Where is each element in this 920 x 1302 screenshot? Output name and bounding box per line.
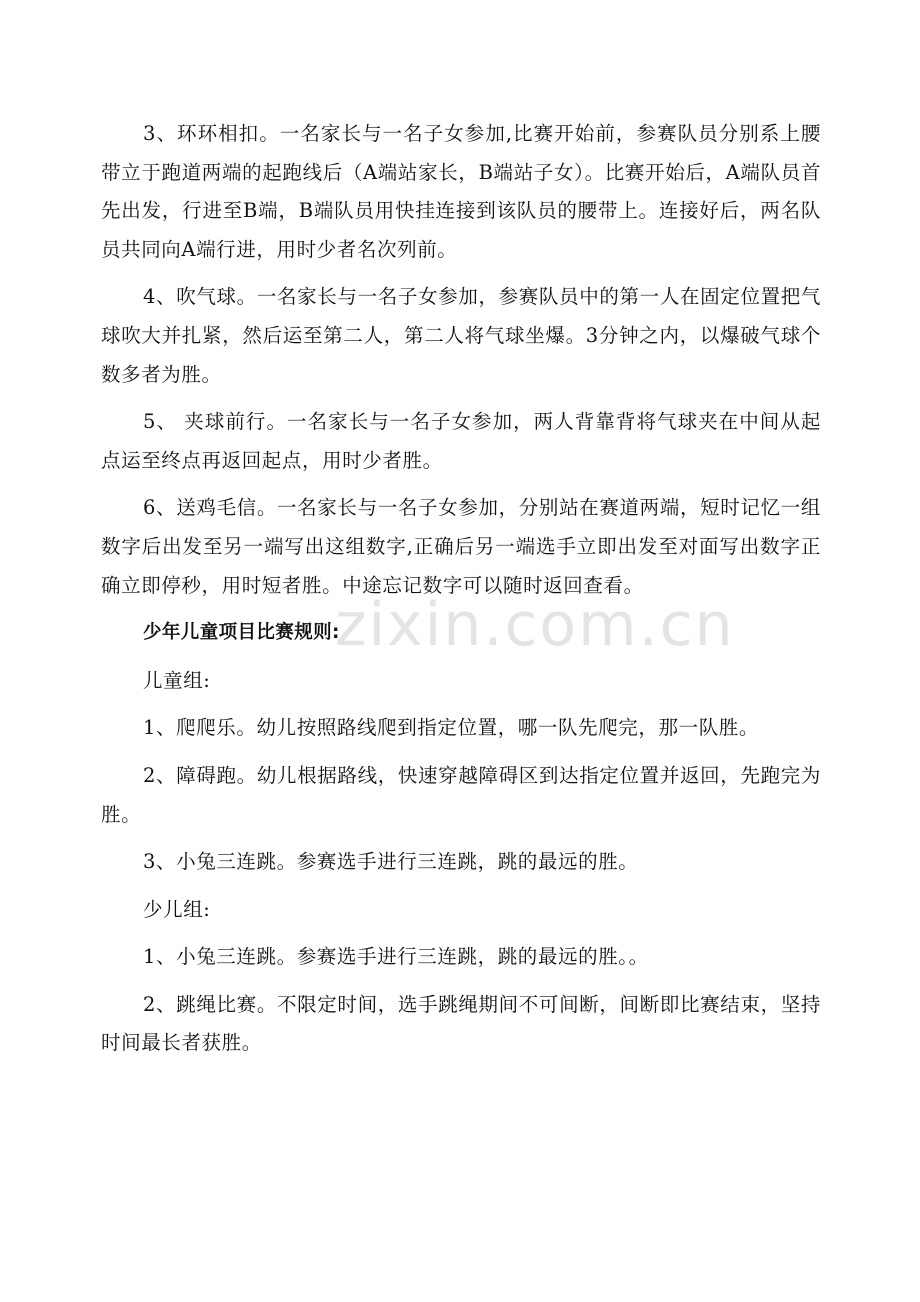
- rule-paragraph-jimaoxin: 6、送鸡毛信。一名家长与一名子女参加，分别站在赛道两端，短时记忆一组数字后出发至另一端写出这组数字,正确后另一端选手立即出发至对面写出数字正确立即停秒，用时短者胜。中途忘记数字可以随时返回查看。: [101, 496, 821, 597]
- juniors-rule-item: 2、跳绳比赛。不限定时间，选手跳绳期间不可间断，间断即比赛结束，坚持时间最长者获胜。: [101, 992, 821, 1055]
- children-rule-item: 2、障碍跑。幼儿根据路线，快速穿越障碍区到达指定位置并返回，先跑完为胜。: [101, 763, 821, 826]
- rule-paragraph-jiaoqiu: 5、 夹球前行。一名家长与一名子女参加，两人背靠背将气球夹在中间从起点运至终点再返回起点，用时少者胜。: [101, 410, 821, 472]
- children-rule-item: 3、小兔三连跳。参赛选手进行三连跳，跳的最远的胜。: [143, 850, 639, 874]
- juniors-rule-item: 1、小兔三连跳。参赛选手进行三连跳，跳的最远的胜。。: [143, 945, 649, 969]
- children-rule-item: 1、爬爬乐。幼儿按照路线爬到指定位置，哪一队先爬完，那一队胜。: [143, 716, 760, 740]
- group-title-juniors: 少儿组:: [143, 897, 211, 921]
- document-body: [101, 115, 821, 1072]
- watermark: zixin.com.cn: [335, 590, 735, 660]
- section-heading: 少年儿童项目比赛规则:: [143, 622, 340, 644]
- rule-paragraph-chuiqiqiu: 4、吹气球。一名家长与一名子女参加，参赛队员中的第一人在固定位置把气球吹大并扎紧，然后运至第二人，第二人将气球坐爆。3分钟之内，以爆破气球个数多者为胜。: [101, 285, 821, 386]
- group-title-children: 儿童组:: [143, 668, 211, 692]
- rule-paragraph-huanhuan: 3、环环相扣。一名家长与一名子女参加,比赛开始前，参赛队员分别系上腰带立于跑道两端的起跑线后（A端站家长，B端站子女）。比赛开始后，A端队员首先出发，行进至B端，B端队员用快挂连接到该队员的腰带上。连接好后，两名队员共同向A端行进，用时少者名次列前。: [101, 122, 821, 261]
